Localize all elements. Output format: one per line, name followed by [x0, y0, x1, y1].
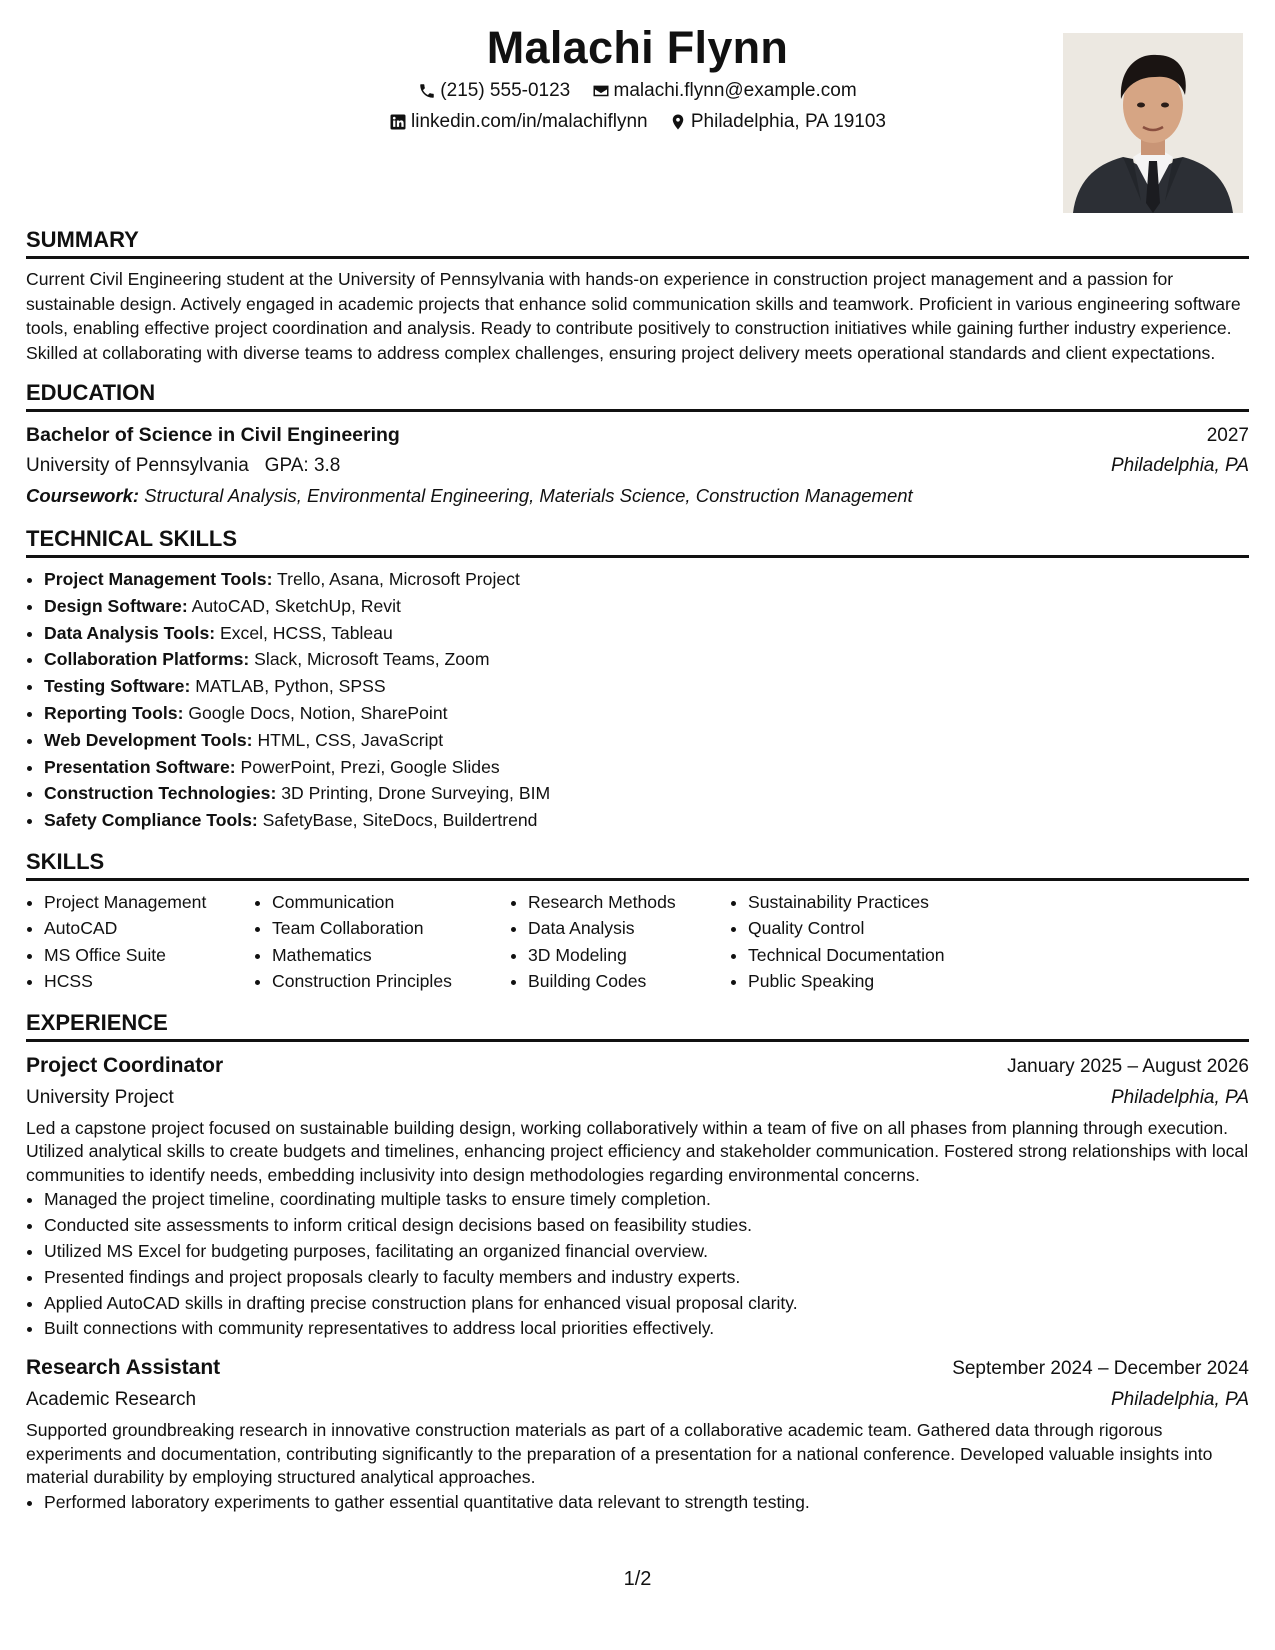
- skills-section: [26, 848, 1249, 995]
- degree-name: Bachelor of Science in Civil Engineering: [26, 424, 400, 446]
- list-item: [44, 700, 1249, 727]
- job-org-row: [26, 1083, 1249, 1113]
- job-dates: September 2024 – December 2024: [952, 1358, 1249, 1380]
- skill-values: AutoCAD, SketchUp, Revit: [191, 595, 401, 616]
- education-school-row: [26, 451, 1249, 481]
- phone-contact: [418, 79, 570, 103]
- skill-values: PowerPoint, Prezi, Google Slides: [240, 756, 500, 777]
- skill-values: 3D Printing, Drone Surveying, BIM: [281, 783, 551, 804]
- skills-column-3: [510, 889, 730, 995]
- portrait-illustration: [1063, 33, 1243, 213]
- job-organization: Academic Research: [26, 1389, 197, 1411]
- gpa: GPA: 3.8: [264, 455, 341, 476]
- job-title-row: [26, 1050, 1249, 1083]
- job-entry-research-assistant: [26, 1352, 1249, 1515]
- list-item: • AutoCAD: [44, 915, 254, 942]
- section-title-technical-skills: TECHNICAL SKILLS: [26, 525, 1249, 558]
- list-item: • Team Collaboration: [272, 915, 510, 942]
- phone-number: (215) 555-0123: [440, 80, 571, 101]
- list-item: [44, 646, 1249, 673]
- list-item: • Research Methods: [528, 889, 730, 916]
- skill-category: Reporting Tools:: [44, 702, 184, 723]
- experience-section: [26, 1009, 1249, 1516]
- skill-category: Safety Compliance Tools:: [44, 810, 258, 831]
- email-contact: [592, 79, 857, 103]
- skill-category: Testing Software:: [44, 676, 191, 697]
- job-title: Research Assistant: [26, 1356, 221, 1380]
- list-item: • Applied AutoCAD skills in drafting precise construction plans for enhanced visual proposal clarity.: [44, 1291, 1249, 1317]
- graduation-year: 2027: [1206, 425, 1249, 446]
- list-item: [44, 620, 1249, 647]
- job-title: Project Coordinator: [26, 1053, 224, 1077]
- technical-skills-list: [26, 566, 1249, 834]
- skill-values: Excel, HCSS, Tableau: [219, 622, 393, 643]
- phone-icon: [418, 82, 436, 100]
- job-description: Supported groundbreaking research in innovative construction materials as part of a collaborative academic team. Gathered data through rigorous experiments and documentation, contributing significantly to the preparation of a presentation for a national conference. Developed valuable insights into material durability by employing structured analytical approaches.: [26, 1420, 1213, 1488]
- skills-column-4: [730, 889, 1008, 995]
- list-item: [44, 780, 1249, 807]
- list-item: • Performed laboratory experiments to gather essential quantitative data relevant to strength testing.: [44, 1490, 1249, 1516]
- email-address: malachi.flynn@example.com: [613, 80, 857, 101]
- list-item: • Conducted site assessments to inform critical design decisions based on feasibility studies.: [44, 1213, 1249, 1239]
- job-location: Philadelphia, PA: [1110, 1086, 1249, 1108]
- coursework-list: Structural Analysis, Environmental Engineering, Materials Science, Construction Management: [144, 485, 913, 506]
- skill-values: HTML, CSS, JavaScript: [257, 729, 444, 750]
- section-title-experience: EXPERIENCE: [26, 1009, 1249, 1042]
- summary-text: Current Civil Engineering student at the University of Pennsylvania with hands-on experience in construction project management and a passion for sustainable design. Actively engaged in academic projects that enhance solid communication skills and teamwork. Proficient in various engineering software tools, enabling effective project coordination and analysis. Ready to contribute positively to construction initiatives while gaining further industry experience. Skilled at collaborating with diverse teams to address complex challenges, ensuring project delivery meets operational standards and client expectations.: [26, 269, 1241, 363]
- list-item: • Technical Documentation: [748, 942, 1008, 969]
- list-item: • HCSS: [44, 968, 254, 995]
- job-dates: January 2025 – August 2026: [1007, 1055, 1249, 1077]
- skill-category: Data Analysis Tools:: [44, 622, 216, 643]
- list-item: • Project Management: [44, 889, 254, 916]
- education-degree-row: [26, 420, 1249, 451]
- job-description: Led a capstone project focused on sustainable building design, working collaboratively within a team of five on all phases from planning through execution. Utilized analytical skills to create budgets and timelines, enhancing project efficiency and stakeholder communication. Fostered strong relationships with local communities to identify needs, embedding inclusivity into design methodologies regarding environmental concerns.: [26, 1117, 1249, 1185]
- list-item: • MS Office Suite: [44, 942, 254, 969]
- profile-photo: [1063, 33, 1243, 213]
- school-info: [26, 451, 340, 481]
- list-item: [44, 566, 1249, 593]
- coursework-label: Coursework:: [26, 485, 140, 506]
- skill-values: Trello, Asana, Microsoft Project: [277, 569, 520, 589]
- skill-category: Presentation Software:: [44, 756, 236, 777]
- skill-values: Google Docs, Notion, SharePoint: [188, 702, 448, 723]
- summary-section: [26, 226, 1249, 365]
- list-item: • Utilized MS Excel for budgeting purposes, facilitating an organized financial overview.: [44, 1239, 1249, 1265]
- coursework-line: [26, 481, 1249, 511]
- skill-values: SafetyBase, SiteDocs, Buildertrend: [262, 810, 538, 831]
- skill-category: Web Development Tools:: [44, 729, 253, 750]
- job-entry-project-coordinator: [26, 1050, 1249, 1342]
- list-item: • Managed the project timeline, coordinating multiple tasks to ensure timely completion.: [44, 1187, 1249, 1213]
- linkedin-icon: [389, 113, 407, 131]
- skills-grid: [26, 889, 1249, 995]
- list-item: [44, 727, 1249, 754]
- list-item: • Construction Principles: [272, 968, 510, 995]
- list-item: • Building Codes: [528, 968, 730, 995]
- skill-values: Slack, Microsoft Teams, Zoom: [254, 649, 490, 670]
- school-location: Philadelphia, PA: [1110, 455, 1249, 476]
- section-title-education: EDUCATION: [26, 379, 1249, 412]
- job-title-row: [26, 1352, 1249, 1385]
- list-item: • 3D Modeling: [528, 942, 730, 969]
- section-title-skills: SKILLS: [26, 848, 1249, 881]
- list-item: • Public Speaking: [748, 968, 1008, 995]
- skill-category: Design Software:: [44, 595, 188, 616]
- list-item: • Presented findings and project proposals clearly to faculty members and industry experts.: [44, 1265, 1249, 1291]
- page-number: 1/2: [623, 1568, 652, 1590]
- map-pin-icon: [669, 113, 687, 131]
- list-item: • Communication: [272, 889, 510, 916]
- skills-column-2: [254, 889, 510, 995]
- envelope-icon: [592, 82, 610, 100]
- list-item: [44, 673, 1249, 700]
- job-bullets: [26, 1490, 1249, 1516]
- job-location: Philadelphia, PA: [1110, 1389, 1249, 1411]
- resume-header: [26, 0, 1249, 212]
- home-location: Philadelphia, PA 19103: [690, 111, 886, 132]
- skills-column-1: [26, 889, 254, 995]
- list-item: • Mathematics: [272, 942, 510, 969]
- job-organization: University Project: [26, 1086, 174, 1108]
- school-name: University of Pennsylvania: [26, 455, 249, 476]
- education-section: [26, 379, 1249, 511]
- skill-category: Project Management Tools:: [44, 569, 273, 589]
- list-item: • Data Analysis: [528, 915, 730, 942]
- skill-category: Construction Technologies:: [44, 783, 277, 804]
- location-contact: [669, 110, 886, 134]
- skill-values: MATLAB, Python, SPSS: [195, 676, 386, 697]
- list-item: • Sustainability Practices: [748, 889, 1008, 916]
- job-bullets: [26, 1187, 1249, 1342]
- list-item: • Built connections with community representatives to address local priorities effectively.: [44, 1316, 1249, 1342]
- linkedin-url: linkedin.com/in/malachiflynn: [411, 111, 648, 132]
- candidate-name: Malachi Flynn: [486, 22, 789, 73]
- list-item: [44, 754, 1249, 781]
- job-org-row: [26, 1385, 1249, 1415]
- list-item: [44, 807, 1249, 834]
- skill-category: Collaboration Platforms:: [44, 649, 250, 670]
- section-title-summary: SUMMARY: [26, 226, 1249, 259]
- list-item: • Quality Control: [748, 915, 1008, 942]
- technical-skills-section: [26, 525, 1249, 834]
- linkedin-contact: [389, 110, 648, 134]
- list-item: [44, 593, 1249, 620]
